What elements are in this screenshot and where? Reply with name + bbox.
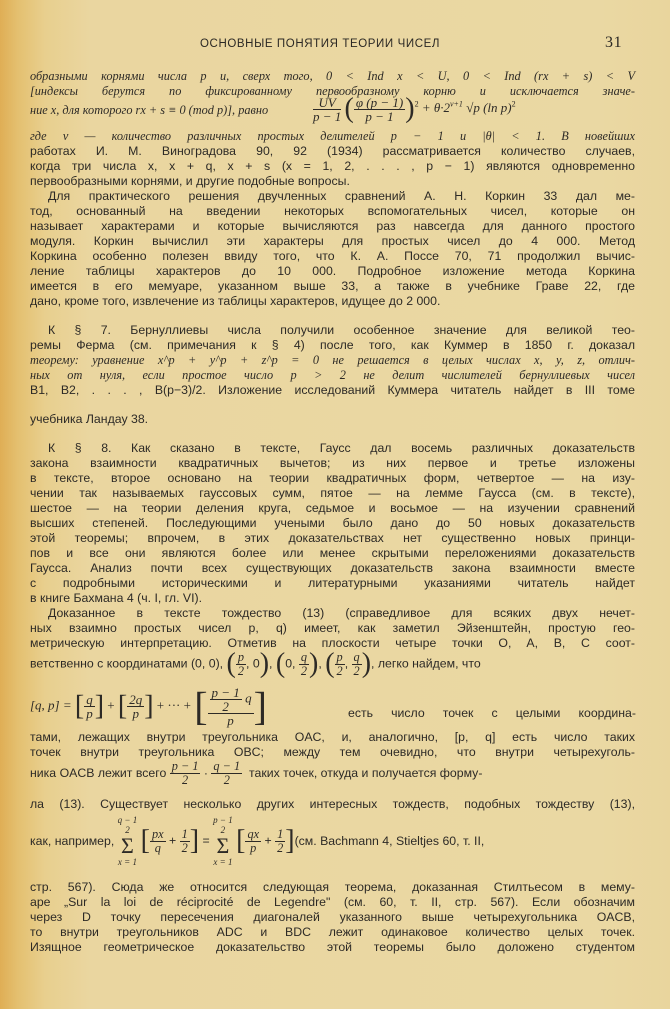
page-number: 31 (605, 34, 623, 51)
section-note-7: К § 7. Бернуллиевы числа получили особенное значение для великой тео- (48, 323, 635, 337)
text-line: аре „Sur la loi de réciprocité de Legendre" (см. 60, т. II, стр. 567). Если обозначим (30, 895, 635, 909)
text-line: Гаусса. Анализ почти всех существующих доказательств закона взаимности вместе (30, 561, 635, 575)
fraction: $\frac{UV}{p - 1}$ (313, 94, 342, 124)
text-line: стр. 567). Сюда же относится следующая теорема, доказанная Стилтьесом в мему- (30, 880, 635, 894)
text-line: в книге Бахмана 4 (ч. I, гл. VI). (30, 591, 203, 605)
paragraph-start: Для практического решения двучленных сравнений А. Н. Коркин 33 дал ме- (48, 189, 635, 203)
text-line: чении так называемых гауссовых сумм, пятое — на лемме Гаусса (см. в тексте), (30, 486, 635, 500)
text-line: когда три числа x, x + q, x + s (x = 1, 2, . . . , p − 1) являются одновременно (30, 159, 635, 173)
text-line: ла (13). Существует несколько других интересных тождеств, подобных тождеству (13), (30, 797, 635, 811)
text-line: первообразными корнями, и другие подобные вопросы. (30, 174, 350, 188)
text-line: теорему: уравнение x^p + y^p + z^p = 0 не решается в целых числах x, y, z, отлич- (30, 353, 635, 367)
points-count-line: ника OACB лежит всего $\frac{p - 1}{2}$ · $\frac{q - 1}{2}$ таких точек, откуда и получается форму- (30, 759, 483, 787)
section-note-8: К § 8. Как сказано в тексте, Гаусс дал восемь различных доказательств (48, 441, 635, 455)
stieltjes-identity: как, например, q − 1 2 Σ x = 1 [ $\frac{px}{q}$ + $\frac{1}{2}$ ] = p − 1 2 Σ x = 1 [ $\frac{qx}{p}$ + $\frac{1}{2}$ ](см. Bachmann 4, Stieltjes 60, т. II, (30, 815, 485, 867)
text-line: дано, кроме того, извлечение из таблицы характеров, идущее до 2 000. (30, 294, 441, 308)
text-line: ремы Ферма (см. примечания к § 4) после того, как Куммер в 1850 г. доказал (30, 338, 635, 352)
text-line: учебника Ландау 38. (30, 412, 149, 426)
text-line: где ν — количество различных простых делителей p − 1 и |θ| < 1. В новейших (30, 129, 635, 143)
text-line: шестое — на теории деления круга, седьмое и восьмое — на изучении сравнений (30, 501, 635, 515)
text-line: ление таблицы характеров до 10 000. Подробное изложение метода Коркина (30, 264, 635, 278)
text-line: точек внутри треугольника OBC; между тем очевидно, что внутри четырехуголь- (30, 745, 635, 759)
text-line: имеется в его мемуаре, указанном выше 33, а также в учебнике Граве 22, где (30, 279, 635, 293)
text-line: работах И. М. Виноградова 90, 92 (1934) рассматривается количество случаев, (30, 144, 635, 158)
text-line: ных взаимно простых чисел p, q) имеет, как заметил Эйзенштейн, простую гео- (30, 621, 635, 635)
asymptotic-formula: $\frac{UV}{p - 1}$ ( $\frac{\varphi (p - 1)}{p - 1}$ )$^2 + \theta\cdot 2^{\nu+1}$ √p (ln p)$^2$ (313, 93, 516, 124)
paragraph-start: Доказанное в тексте тождество (13) (справедливое для всяких двух нечет- (48, 606, 635, 620)
text-line: Изящное геометрическое доказательство этой теоремы было доложено студентом (30, 940, 635, 954)
text-line: ных от нуля, если простое число p > 2 не делит числителей бернуллиевых чисел (30, 368, 635, 382)
text-line: модуля. Коркин вычислил эти характеры для простых чисел до 4 000. Метод (30, 234, 635, 248)
text-line: B1, B2, . . . , B(p−3)/2. Изложение исследований Куммера читатель найдет в III томе (30, 383, 635, 397)
text-line: то внутри треугольников ADC и BDC лежит одинаковое количество целых точек. (30, 925, 635, 939)
running-title: ОСНОВНЫЕ ПОНЯТИЯ ТЕОРИИ ЧИСЕЛ (200, 38, 441, 50)
running-header (0, 36, 670, 56)
text-line: метрическую интерпретацию. Отметив на плоскости четыре точки O, A, B, C соот- (30, 636, 635, 650)
fraction: $\frac{\varphi (p - 1)}{p - 1}$ (355, 94, 404, 124)
text-line: этой теоремы; впрочем, в этих доказательствах нет существенно новых принци- (30, 531, 635, 545)
text-line: в тексте, второе основано на теории квадратичных форм, четвертое — на изу- (30, 471, 635, 485)
text-line-with-formula: ние x, для которого rx + s ≡ 0 (mod p)], равно (30, 103, 269, 117)
text-line: есть число точек с целыми координа- (348, 706, 636, 720)
text-line: через D точку пересечения диагоналей указанного выше четырехугольника OACB, (30, 910, 635, 924)
lattice-count-formula: [q, p] = [ $\frac{q}{p}$ ] + [ $\frac{2q}{p}$ ] + ··· + [ $\frac{p - 1}{2}$ q p ] (30, 683, 267, 729)
text-line: с подробными историческими и литературными указаниями читатель найдет (30, 576, 635, 590)
coordinates-line: ветственно с координатами (0, 0), ( $\frac{p}{2}$ , 0), (0, $\frac{q}{2}$ ), ( $\frac{p}{2}$ , $\frac{q}{2}$ ), легко найдем, что (30, 648, 481, 679)
text-line: тод, основанный на введении некоторых вспомогательных чисел, которые он (30, 204, 635, 218)
text-line: Коркина особенно полезен ввиду того, что К. А. Поссе 70, 71 продолжил вычис- (30, 249, 635, 263)
text-line: закона взаимности квадратичных вычетов; из них первое и третье изложены (30, 456, 635, 470)
text-line: образными корнями числа p и, сверх того, 0 < Ind x < U, 0 < Ind (rx + s) < V (30, 69, 635, 83)
text-line: [индексы берутся по фиксированному первообразному корню и исключается значе- (30, 84, 635, 98)
text-line: пов и все они являются более или менее скрытыми переложениями доказательств (30, 546, 635, 560)
text-line: тами, лежащих внутри треугольника OAC, и, аналогично, [p, q] есть число таких (30, 730, 635, 744)
text-line: высших степеней. Последующими учеными было дано до 50 новых доказательств (30, 516, 635, 530)
text-line: называет характерами и которые вычисляются раз навсегда для данного простого (30, 219, 635, 233)
